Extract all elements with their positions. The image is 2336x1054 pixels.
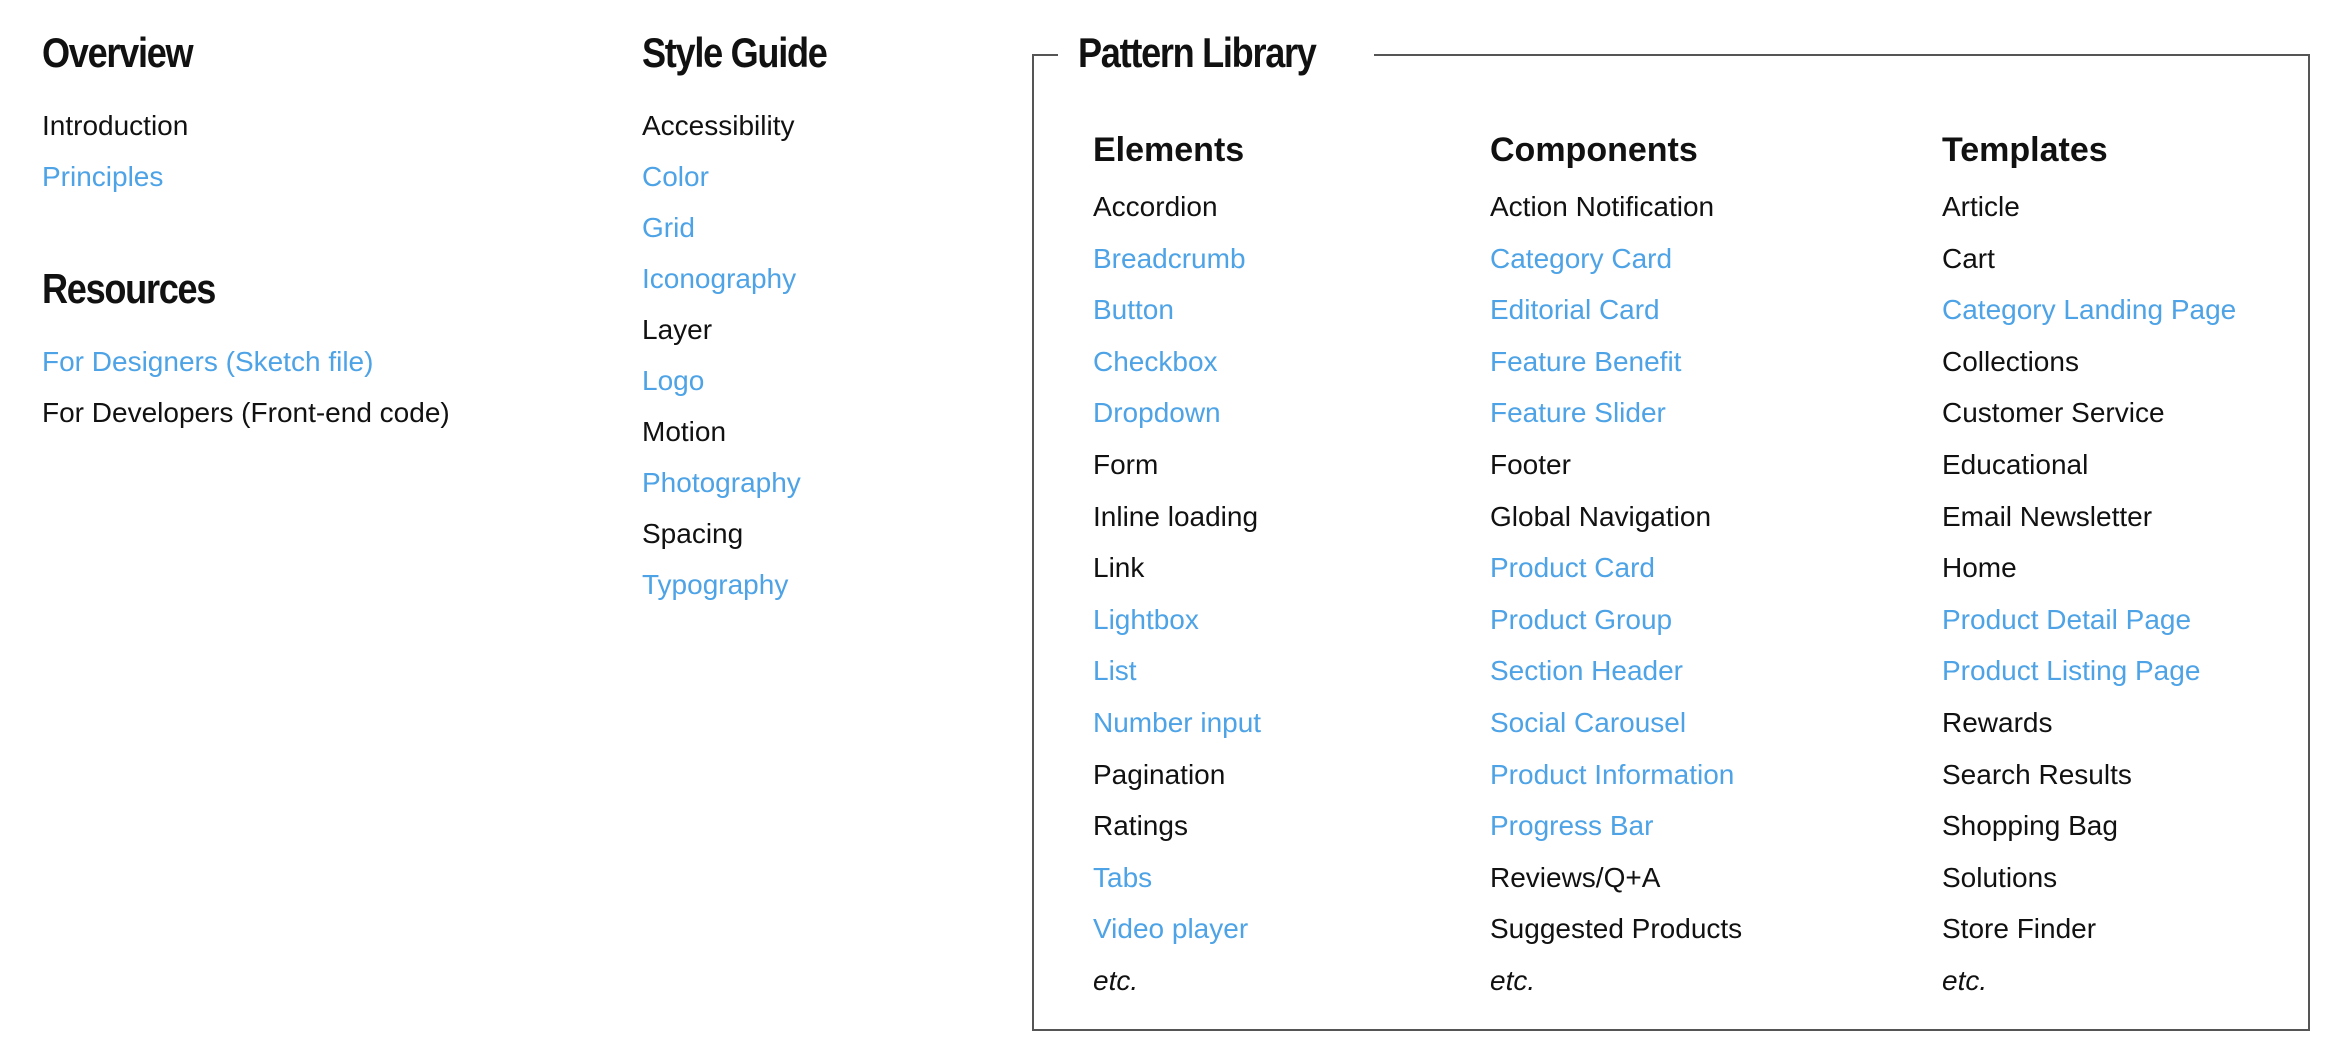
components-heading: Components [1490, 131, 1698, 169]
list-item-social-carousel[interactable] [1490, 697, 1742, 749]
list-item-category-landing-page[interactable] [1942, 284, 2236, 336]
list-item-link [1093, 542, 1261, 594]
list-item-introduction [42, 100, 188, 151]
list-item-dropdown[interactable] [1093, 387, 1261, 439]
list-item-etc [1093, 955, 1261, 1007]
list-item-tabs[interactable] [1093, 852, 1261, 904]
link-lightbox[interactable]: Lightbox [1093, 603, 1199, 635]
pattern-library-title-wrap [1058, 28, 1374, 84]
list-item-grid[interactable] [642, 202, 801, 253]
link-tabs[interactable]: Tabs [1093, 861, 1153, 893]
link-social-carousel[interactable]: Social Carousel [1490, 706, 1687, 738]
list-item-email-newsletter [1942, 491, 2236, 543]
label-search-results: Search Results [1942, 758, 2132, 790]
link-feature-slider[interactable]: Feature Slider [1490, 397, 1666, 429]
label-rewards: Rewards [1942, 706, 2053, 738]
label-cart: Cart [1942, 242, 1995, 274]
list-item-product-card[interactable] [1490, 542, 1742, 594]
style-guide-heading: Style Guide [642, 29, 827, 76]
link-breadcrumb[interactable]: Breadcrumb [1093, 242, 1246, 274]
list-item-form [1093, 439, 1261, 491]
list-item-rewards [1942, 697, 2236, 749]
pattern-library-heading: Pattern Library [1078, 29, 1316, 76]
link-product-information[interactable]: Product Information [1490, 758, 1735, 790]
list-item-list[interactable] [1093, 645, 1261, 697]
link-feature-benefit[interactable]: Feature Benefit [1490, 345, 1682, 377]
list-item-for-developers-front-end-code [42, 387, 450, 438]
list-item-cart [1942, 233, 2236, 285]
label-inline-loading: Inline loading [1093, 500, 1259, 532]
link-photography[interactable]: Photography [642, 467, 801, 498]
list-item-action-notification [1490, 181, 1742, 233]
list-item-footer [1490, 439, 1742, 491]
list-item-global-navigation [1490, 491, 1742, 543]
label-store-finder: Store Finder [1942, 913, 2097, 945]
link-number-input[interactable]: Number input [1093, 706, 1262, 738]
list-item-progress-bar[interactable] [1490, 800, 1742, 852]
list-item-for-designers-sketch-file[interactable] [42, 336, 450, 387]
link-progress-bar[interactable]: Progress Bar [1490, 810, 1654, 842]
link-category-landing-page[interactable]: Category Landing Page [1942, 294, 2237, 326]
label-action-notification: Action Notification [1490, 191, 1715, 222]
label-email-newsletter: Email Newsletter [1942, 500, 2153, 532]
link-for-designers-sketch-file[interactable]: For Designers (Sketch file) [42, 346, 374, 377]
elements-list [1093, 181, 1261, 1007]
label-shopping-bag: Shopping Bag [1942, 810, 2118, 842]
list-item-article [1942, 181, 2236, 233]
list-item-reviews-q-a [1490, 852, 1742, 904]
resources-list [42, 336, 450, 438]
link-button[interactable]: Button [1093, 294, 1174, 326]
list-item-product-information[interactable] [1490, 749, 1742, 801]
label-collections: Collections [1942, 345, 2079, 377]
label-footer: Footer [1490, 448, 1571, 480]
label-educational: Educational [1942, 448, 2089, 480]
style-guide-list [642, 100, 801, 610]
overview-list [42, 100, 188, 202]
list-item-motion [642, 406, 801, 457]
list-item-logo[interactable] [642, 355, 801, 406]
list-item-educational [1942, 439, 2236, 491]
resources-heading: Resources [42, 265, 216, 312]
list-item-store-finder [1942, 903, 2236, 955]
list-item-checkbox[interactable] [1093, 336, 1261, 388]
list-item-photography[interactable] [642, 457, 801, 508]
link-editorial-card[interactable]: Editorial Card [1490, 294, 1660, 326]
label-article: Article [1942, 191, 2020, 222]
label-link: Link [1093, 552, 1145, 584]
list-item-feature-benefit[interactable] [1490, 336, 1742, 388]
link-product-detail-page[interactable]: Product Detail Page [1942, 603, 2192, 635]
label-reviews-q-a: Reviews/Q+A [1490, 861, 1661, 893]
list-item-video-player[interactable] [1093, 903, 1261, 955]
list-item-principles[interactable] [42, 151, 188, 202]
link-video-player[interactable]: Video player [1093, 913, 1249, 945]
label-pagination: Pagination [1093, 758, 1226, 790]
list-item-search-results [1942, 749, 2236, 801]
label-home: Home [1942, 552, 2017, 584]
list-item-layer [642, 304, 801, 355]
link-iconography[interactable]: Iconography [642, 263, 797, 294]
link-color[interactable]: Color [642, 161, 709, 192]
label-suggested-products: Suggested Products [1490, 913, 1743, 945]
list-item-accordion [1093, 181, 1261, 233]
link-principles[interactable]: Principles [42, 161, 164, 192]
label-ratings: Ratings [1093, 810, 1188, 842]
link-product-group[interactable]: Product Group [1490, 603, 1673, 635]
list-item-etc [1942, 955, 2236, 1007]
templates-heading: Templates [1942, 131, 2108, 169]
list-item-lightbox[interactable] [1093, 594, 1261, 646]
etc-label: etc. [1942, 964, 1988, 996]
list-item-color[interactable] [642, 151, 801, 202]
link-product-card[interactable]: Product Card [1490, 552, 1655, 584]
label-global-navigation: Global Navigation [1490, 500, 1712, 532]
label-accordion: Accordion [1093, 191, 1218, 222]
label-layer: Layer [642, 314, 713, 345]
list-item-ratings [1093, 800, 1261, 852]
link-typography[interactable]: Typography [642, 569, 789, 600]
list-item-spacing [642, 508, 801, 559]
list-item-number-input[interactable] [1093, 697, 1261, 749]
link-checkbox[interactable]: Checkbox [1093, 345, 1218, 377]
list-item-feature-slider[interactable] [1490, 387, 1742, 439]
list-item-product-listing-page[interactable] [1942, 645, 2236, 697]
list-item-shopping-bag [1942, 800, 2236, 852]
templates-list [1942, 181, 2236, 1007]
label-for-developers-front-end-code: For Developers (Front-end code) [42, 397, 450, 428]
link-grid[interactable]: Grid [642, 212, 695, 243]
etc-label: etc. [1490, 964, 1536, 996]
elements-heading: Elements [1093, 131, 1245, 169]
list-item-customer-service [1942, 387, 2236, 439]
label-motion: Motion [642, 416, 727, 447]
link-product-listing-page[interactable]: Product Listing Page [1942, 655, 2201, 687]
list-item-button[interactable] [1093, 284, 1261, 336]
list-item-section-header[interactable] [1490, 645, 1742, 697]
list-item-breadcrumb[interactable] [1093, 233, 1261, 285]
components-list [1490, 181, 1742, 1007]
list-item-inline-loading [1093, 491, 1261, 543]
list-item-pagination [1093, 749, 1261, 801]
list-item-collections [1942, 336, 2236, 388]
link-dropdown[interactable]: Dropdown [1093, 397, 1221, 429]
list-item-product-detail-page[interactable] [1942, 594, 2236, 646]
link-list[interactable]: List [1093, 655, 1137, 687]
etc-label: etc. [1093, 964, 1139, 996]
list-item-product-group[interactable] [1490, 594, 1742, 646]
link-category-card[interactable]: Category Card [1490, 242, 1673, 274]
list-item-category-card[interactable] [1490, 233, 1742, 285]
list-item-solutions [1942, 852, 2236, 904]
list-item-editorial-card[interactable] [1490, 284, 1742, 336]
list-item-typography[interactable] [642, 559, 801, 610]
link-logo[interactable]: Logo [642, 365, 705, 396]
label-accessibility: Accessibility [642, 110, 795, 141]
list-item-etc [1490, 955, 1742, 1007]
list-item-home [1942, 542, 2236, 594]
label-form: Form [1093, 448, 1159, 480]
overview-heading: Overview [42, 29, 193, 76]
label-spacing: Spacing [642, 518, 744, 549]
list-item-iconography[interactable] [642, 253, 801, 304]
label-introduction: Introduction [42, 110, 189, 141]
label-solutions: Solutions [1942, 861, 2058, 893]
label-customer-service: Customer Service [1942, 397, 2165, 429]
link-section-header[interactable]: Section Header [1490, 655, 1684, 687]
list-item-suggested-products [1490, 903, 1742, 955]
list-item-accessibility [642, 100, 801, 151]
